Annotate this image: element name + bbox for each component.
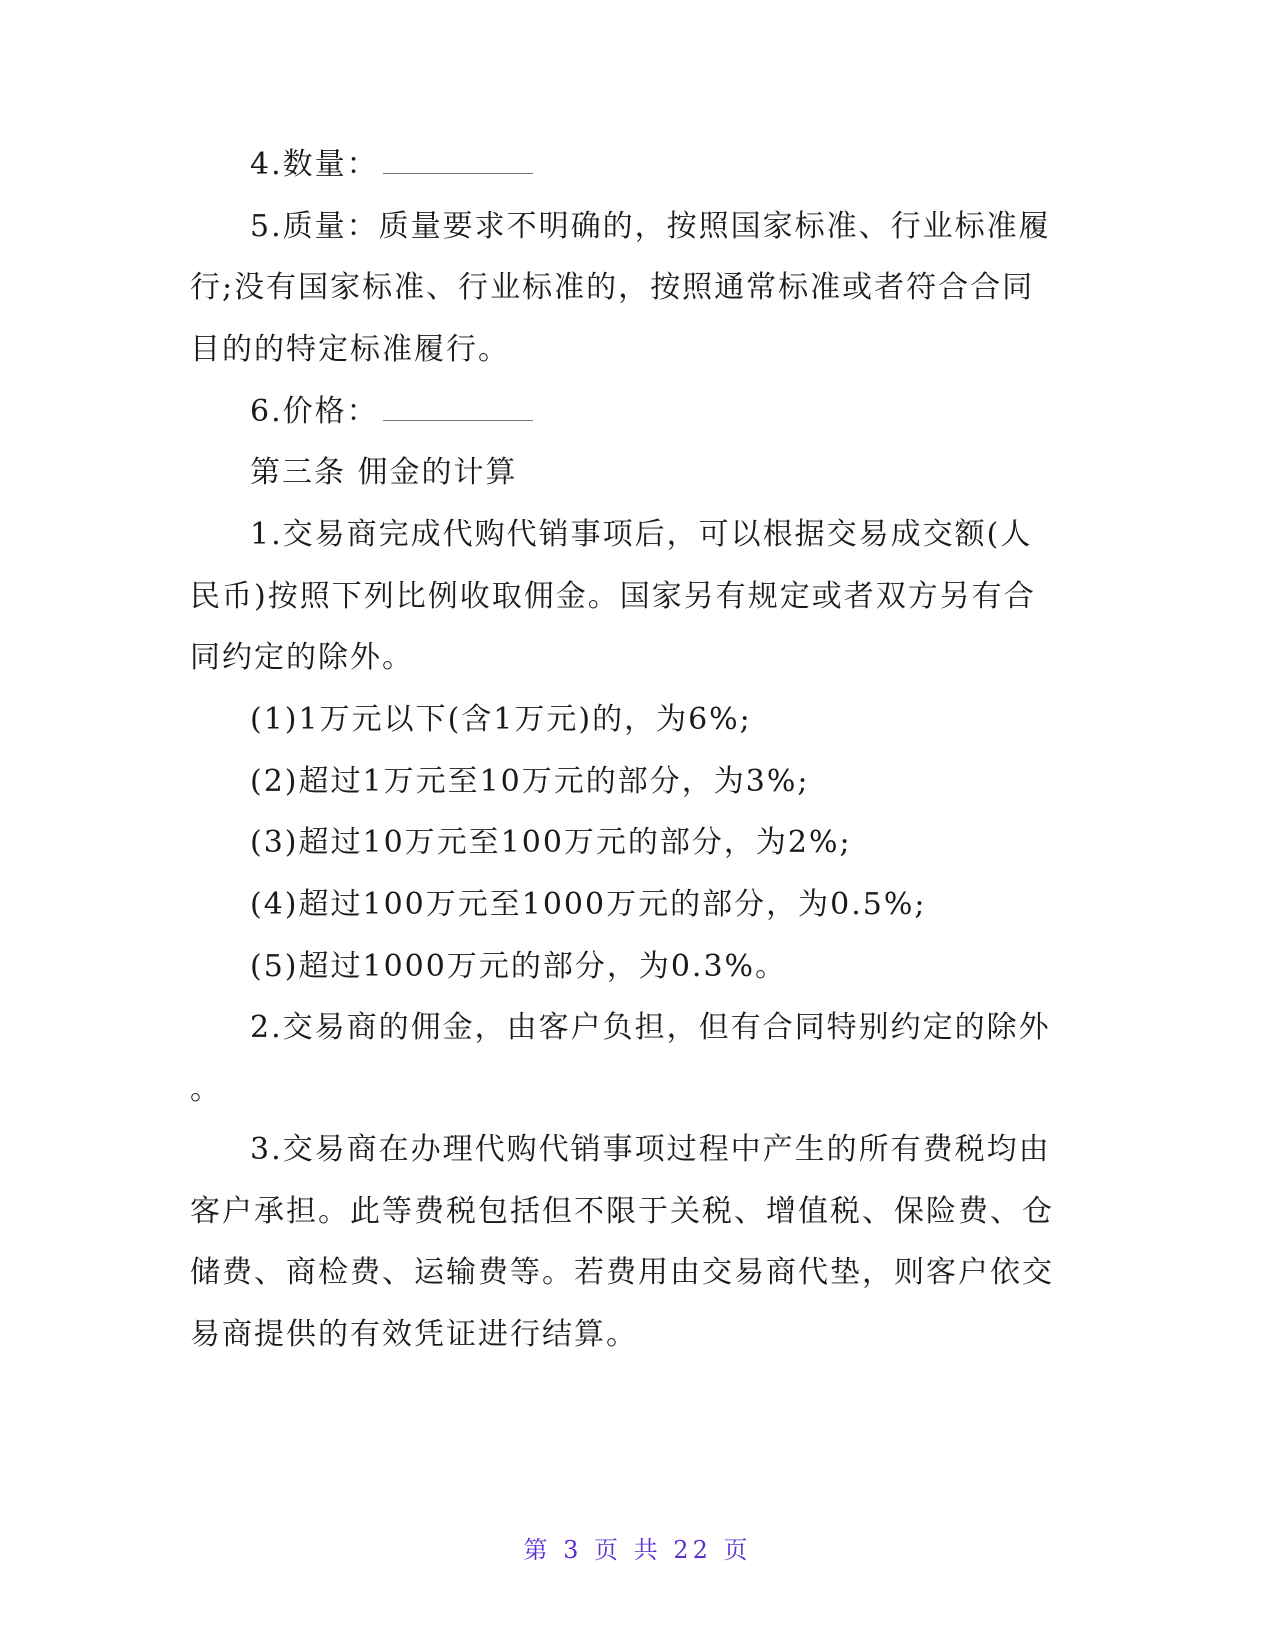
rate-item-3: (3)超过10万元至100万元的部分，为2%; [250, 825, 852, 860]
item-price [250, 392, 1150, 432]
commission-para-3-line-3: 储费、商检费、运输费等。若费用由交易商代垫，则客户依交 [190, 1255, 1054, 1290]
rate-item-2: (2)超过1万元至10万元的部分，为3%; [250, 764, 810, 799]
quantity-blank [383, 147, 533, 174]
commission-para-3-line-4: 易商提供的有效凭证进行结算。 [190, 1317, 638, 1352]
commission-para-1-line-3: 同约定的除外。 [190, 640, 414, 675]
rate-item-4: (4)超过100万元至1000万元的部分，为0.5%; [250, 887, 927, 922]
item-quantity [250, 145, 1150, 185]
commission-para-2-line-2: 。 [190, 1072, 222, 1107]
item-quality-line-2: 行;没有国家标准、行业标准的，按照通常标准或者符合合同 [190, 270, 1035, 305]
item-price-label: 6.价格： [250, 394, 379, 429]
commission-para-3-line-2: 客户承担。此等费税包括但不限于关税、增值税、保险费、仓 [190, 1194, 1054, 1229]
commission-para-1-line-1: 1.交易商完成代购代销事项后，可以根据交易成交额(人 [250, 517, 1033, 552]
page-number-footer: 第 3 页 共 22 页 [523, 1536, 752, 1564]
item-quality-line-1: 5.质量：质量要求不明确的，按照国家标准、行业标准履 [250, 209, 1051, 244]
price-blank [383, 394, 533, 421]
item-quantity-label: 4.数量： [250, 147, 379, 182]
commission-para-3-line-1: 3.交易商在办理代购代销事项过程中产生的所有费税均由 [250, 1132, 1051, 1167]
commission-para-1-line-2: 民币)按照下列比例收取佣金。国家另有规定或者双方另有合 [190, 579, 1036, 614]
rate-item-5: (5)超过1000万元的部分，为0.3%。 [250, 949, 788, 984]
rate-item-1: (1)1万元以下(含1万元)的，为6%; [250, 702, 752, 737]
section-heading-commission: 第三条 佣金的计算 [250, 455, 518, 490]
commission-para-2-line-1: 2.交易商的佣金，由客户负担，但有合同特别约定的除外 [250, 1010, 1051, 1045]
item-quality-line-3: 目的的特定标准履行。 [190, 332, 510, 367]
